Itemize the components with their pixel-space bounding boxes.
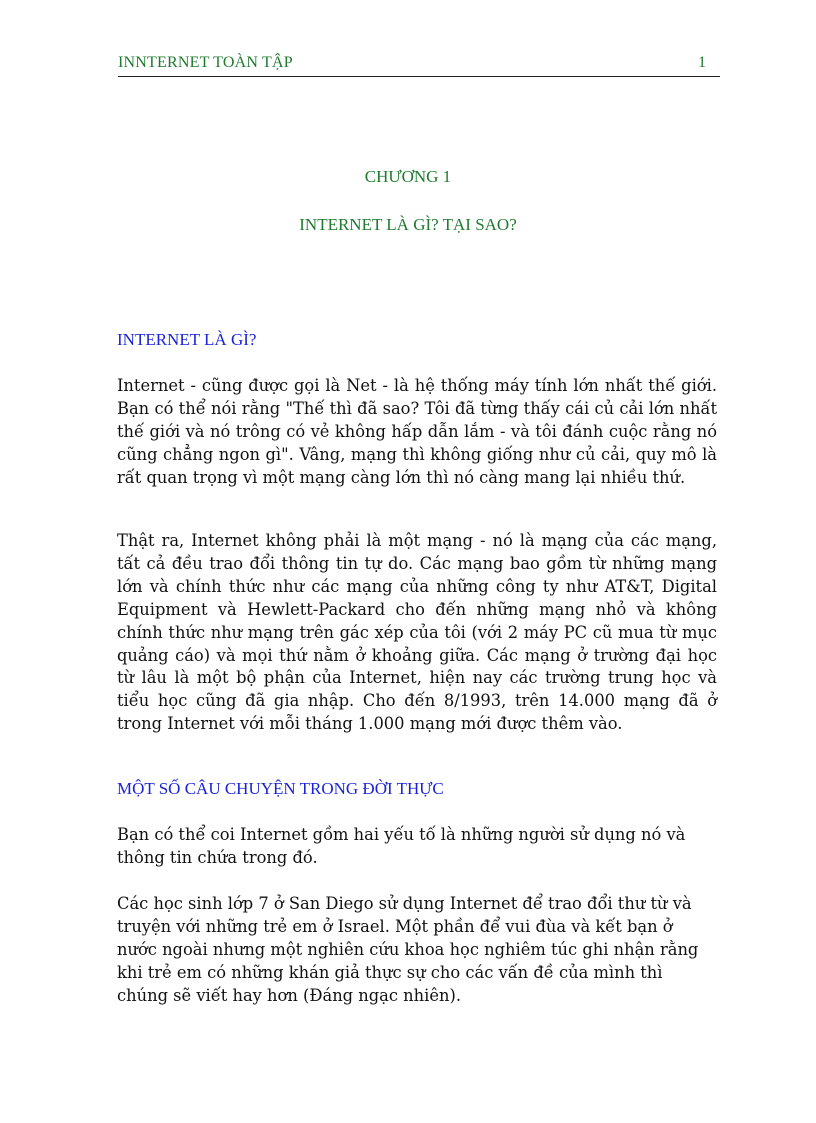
page-number: 1 bbox=[698, 54, 706, 71]
section-heading: INTERNET LÀ GÌ? bbox=[117, 330, 257, 349]
header-title: INNTERNET TOÀN TẬP bbox=[118, 54, 293, 71]
section-heading: MỘT SỐ CÂU CHUYỆN TRONG ĐỜI THỰC bbox=[117, 779, 444, 798]
running-header bbox=[118, 52, 720, 77]
paragraph: Bạn có thể coi Internet gồm hai yếu tố là những người sử dụng nó và thông tin chứa trong đó. bbox=[117, 825, 686, 867]
paragraph: Thật ra, Internet không phải là một mạng - nó là mạng của các mạng, tất cả đều trao đổi thông tin tự do. Các mạng bao gồm từ những mạng lớn và chính thức như các mạng của những công ty như AT&T, Digital Equipment và Hewlett-Packard cho đến những mạng nhỏ và không chính thức như mạng trên gác xép của tôi (với 2 máy PC cũ mua từ mục quảng cáo) và mọi thứ nằm ở khoảng giữa. Các mạng ở trường đại học từ lâu là một bộ phận của Internet, hiện nay các trường trung học và tiểu học cũng đã gia nhập. Cho đến 8/1993, trên 14.000 mạng đã ở trong Internet với mỗi tháng 1.000 mạng mới được thêm vào. bbox=[117, 531, 717, 734]
paragraph: Các học sinh lớp 7 ở San Diego sử dụng Internet để trao đổi thư từ và truyện với những trẻ em ở Israel. Một phần để vui đùa và kết bạn ở nước ngoài nhưng một nghiên cứu khoa học nghiêm túc ghi nhận rằng khi trẻ em có những khán giả thực sự cho các vấn đề của mình thì chúng sẽ viết hay hơn (Đáng ngạc nhiên). bbox=[117, 894, 699, 1005]
chapter-label: CHƯƠNG 1 bbox=[364, 167, 452, 186]
paragraph: Internet - cũng được gọi là Net - là hệ thống máy tính lớn nhất thế giới. Bạn có thể nói rằng "Thế thì đã sao? Tôi đã từng thấy cái củ cải lớn nhất thế giới và nó trông có vẻ không hấp dẫn lắm - và tôi đánh cuộc rằng nó cũng chẳng ngon gì". Vâng, mạng thì không giống như củ cải, quy mô là rất quan trọng vì một mạng càng lớn thì nó càng mang lại nhiều thứ. bbox=[117, 376, 717, 487]
chapter-title: INTERNET LÀ GÌ? TẠI SAO? bbox=[299, 215, 517, 234]
